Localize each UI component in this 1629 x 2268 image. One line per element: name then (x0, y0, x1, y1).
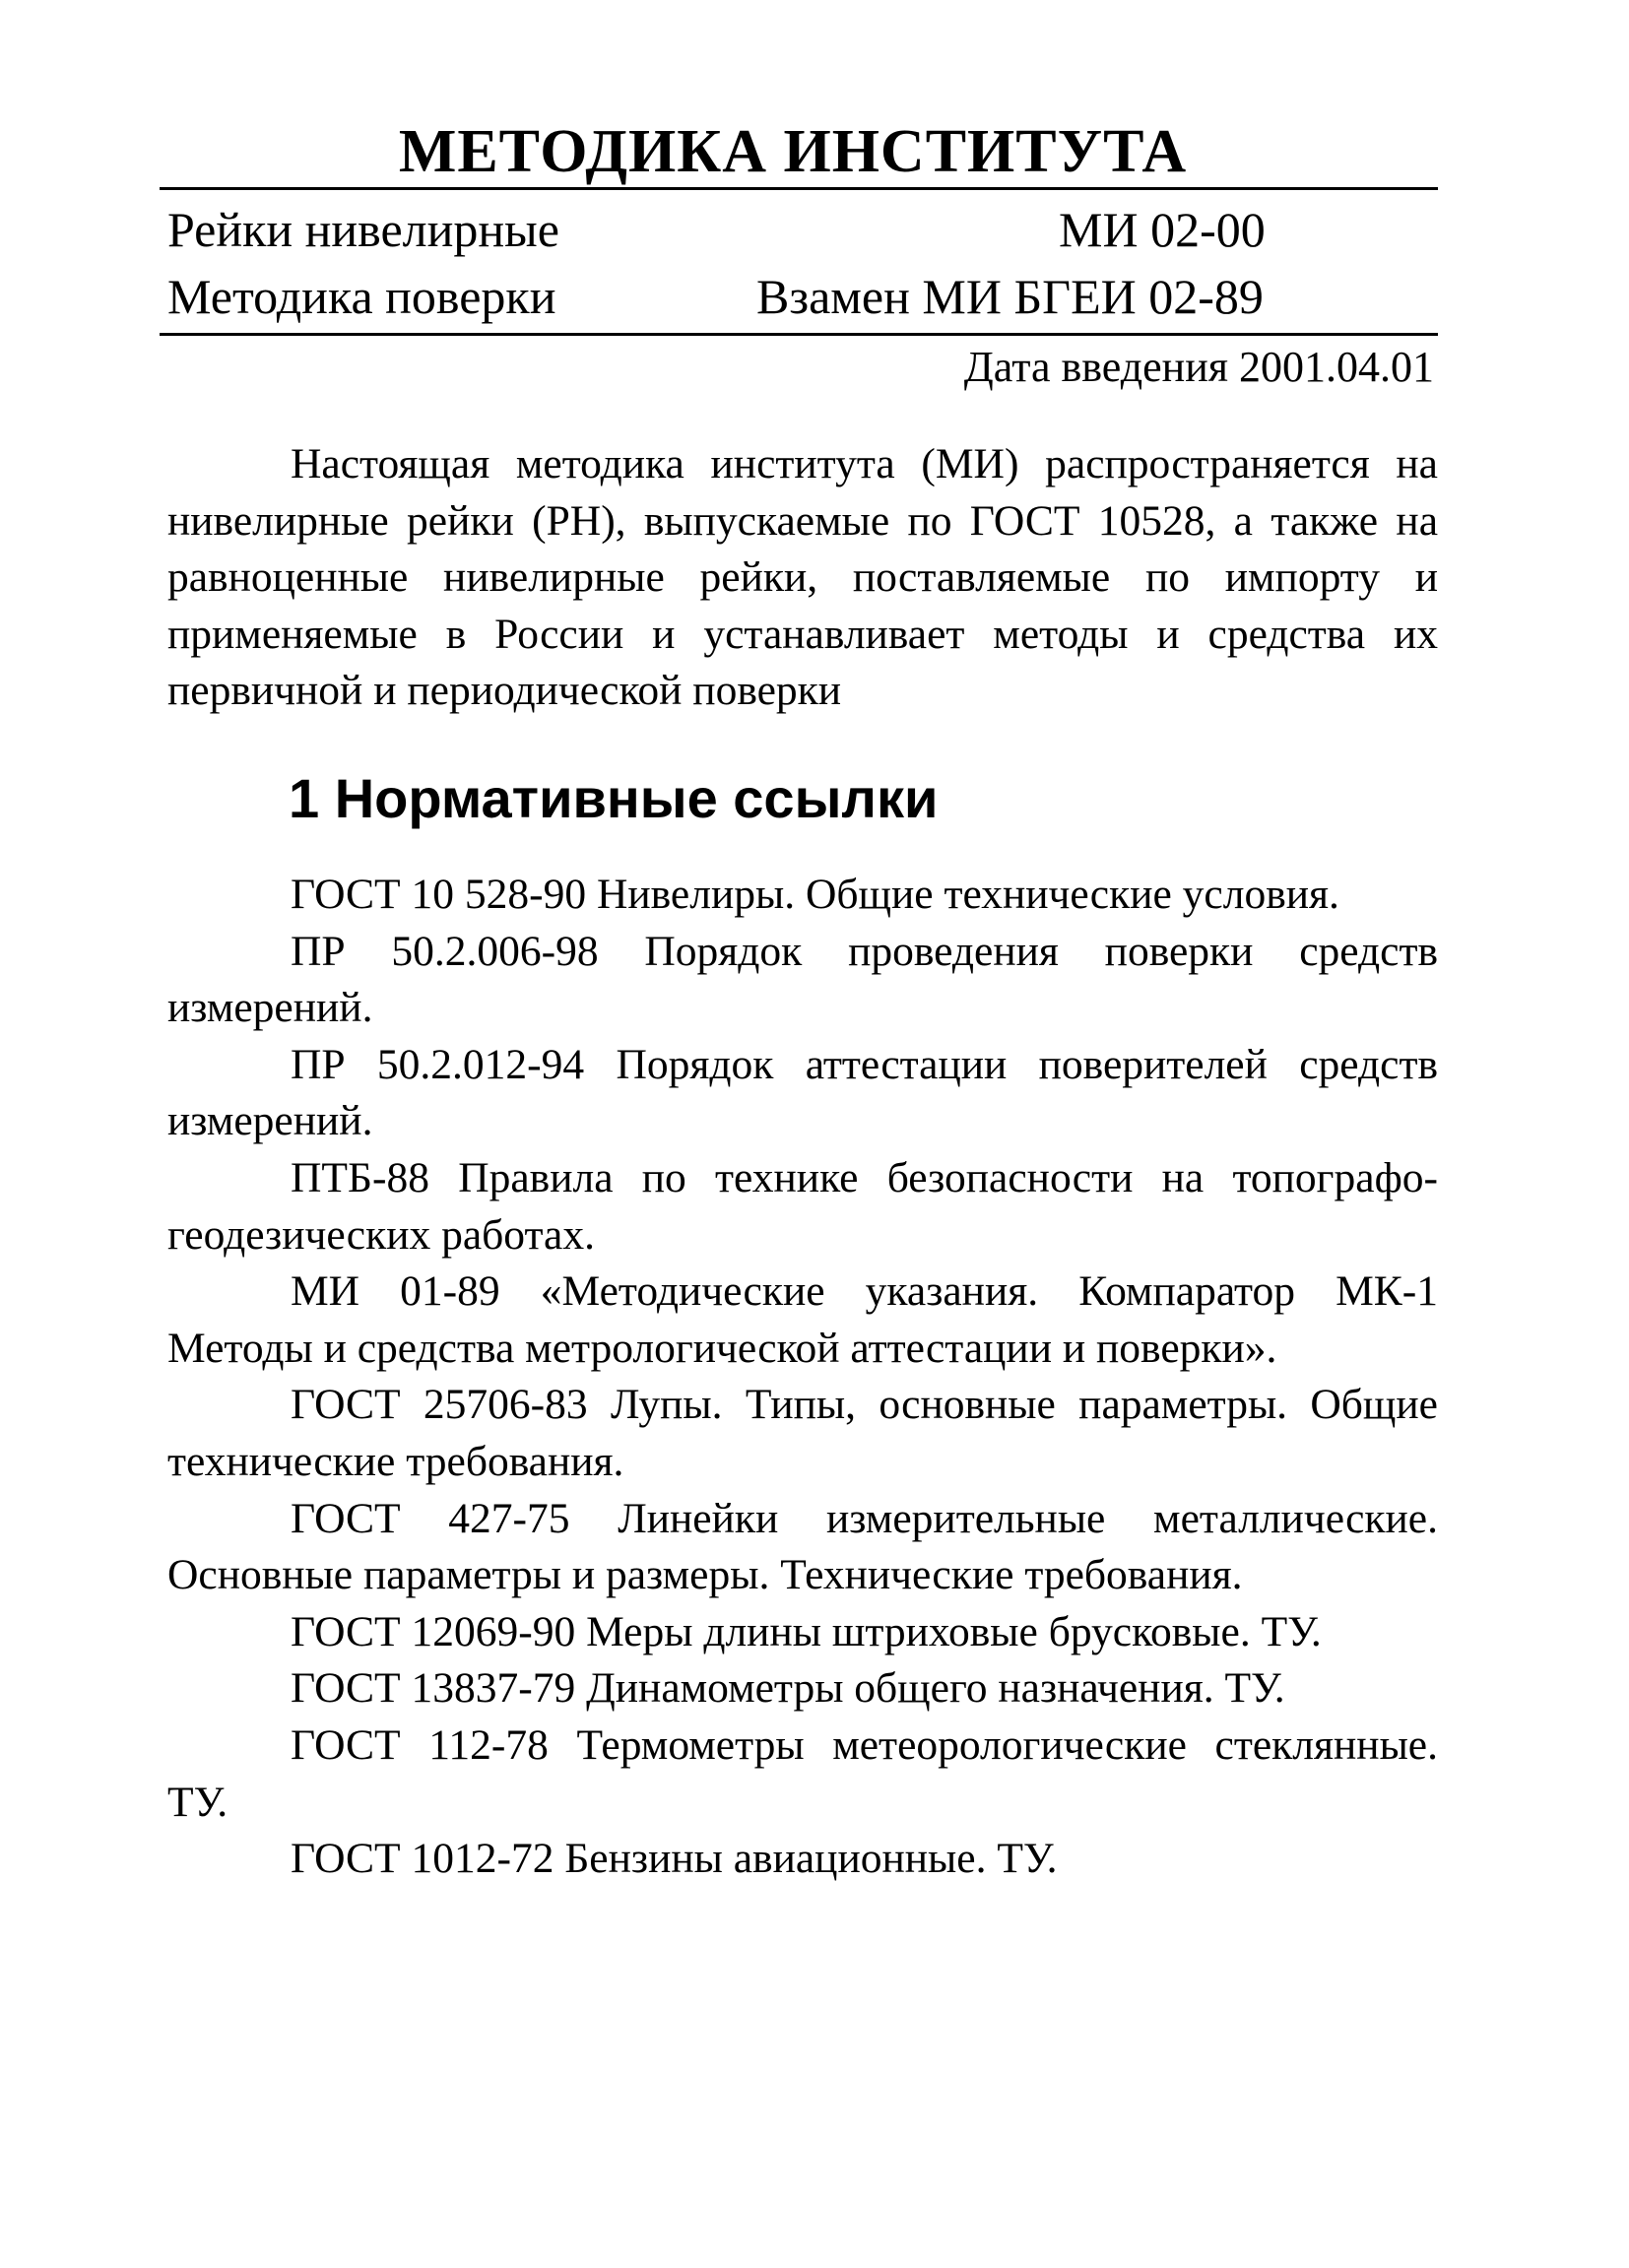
intro-paragraph: Настоящая методика института (МИ) распространяется на нивелирные рейки (РН), выпускаемые по ГОСТ 10528, а также на равноценные нивелирные рейки, поставляемые по импорту и применяемые в России и устанавливает методы и средства их первичной и периодической поверки (167, 440, 1438, 714)
document-title: МЕТОДИКА ИНСТИТУТА (398, 118, 1188, 185)
reference-item: ПР 50.2.006-98 Порядок проведения поверки средств измерений. (167, 927, 1438, 1032)
reference-item: ГОСТ 12069-90 Меры длины штриховые брусковые. ТУ. (291, 1607, 1322, 1655)
document-code: МИ 02-00 (1059, 202, 1266, 257)
document-name-line2: Методика поверки (167, 269, 556, 324)
reference-item: ГОСТ 112-78 Термометры метеорологические стеклянные. ТУ. (167, 1720, 1438, 1826)
reference-item: ПР 50.2.012-94 Порядок аттестации поверителей средств измерений. (167, 1040, 1438, 1145)
reference-item: ГОСТ 25706-83 Лупы. Типы, основные параметры. Общие технические требования. (167, 1381, 1438, 1485)
introduction-date: Дата введения 2001.04.01 (963, 343, 1434, 391)
document-name-line1: Рейки нивелирные (167, 202, 559, 257)
reference-item: МИ 01-89 «Методические указания. Компаратор МК-1 Методы и средства метрологической аттестации и поверки». (167, 1267, 1438, 1372)
references-list (167, 867, 1438, 1888)
header-divider (160, 333, 1438, 336)
reference-item: ГОСТ 1012-72 Бензины авиационные. ТУ. (291, 1835, 1058, 1883)
title-divider (160, 187, 1438, 190)
reference-item: ГОСТ 427-75 Линейки измерительные металлические. Основные параметры и размеры. Технические требования. (167, 1494, 1438, 1599)
reference-item: ГОСТ 13837-79 Динамометры общего назначения. ТУ. (291, 1664, 1285, 1713)
reference-item: ПТБ-88 Правила по технике безопасности на топографо-геодезических работах. (167, 1153, 1438, 1259)
replaces-document: Взамен МИ БГЕИ 02-89 (756, 269, 1264, 324)
section-heading: 1 Нормативные ссылки (289, 767, 939, 829)
reference-item: ГОСТ 10 528-90 Нивелиры. Общие технические условия. (291, 871, 1339, 918)
